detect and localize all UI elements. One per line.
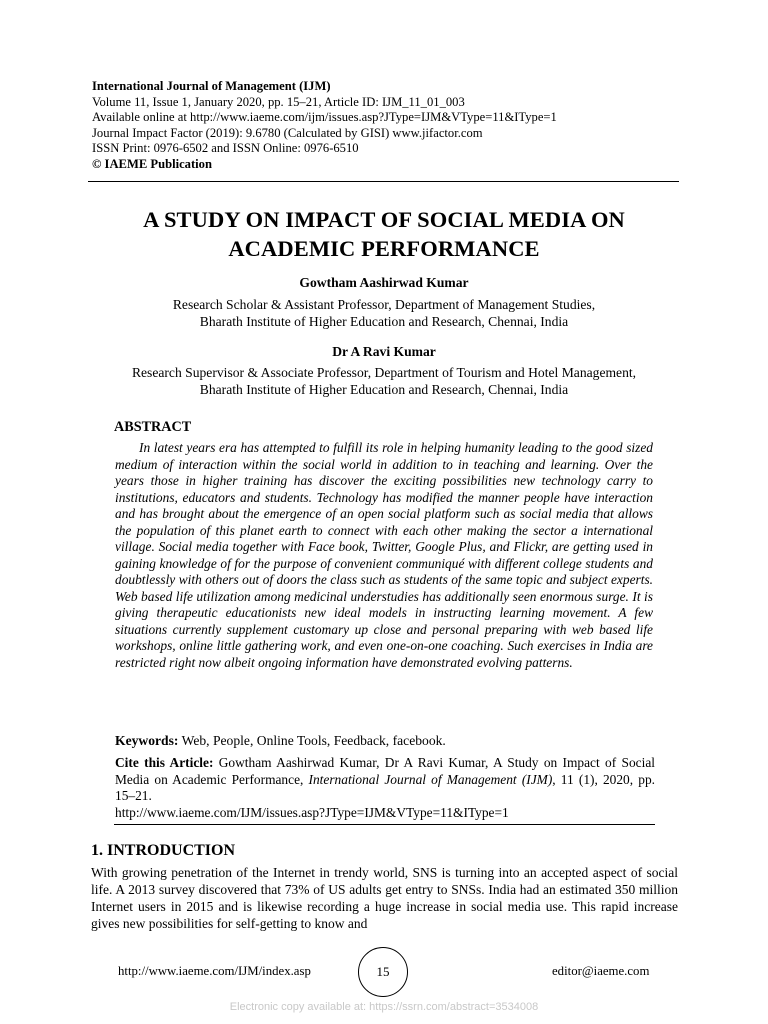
footer-url[interactable]: http://www.iaeme.com/IJM/index.asp [118, 964, 311, 978]
author-2-affiliation [60, 364, 708, 398]
citation-divider [114, 824, 655, 825]
page-number [358, 947, 408, 997]
cite-text-end: , 11 (1), 2020, pp. 15–21. [115, 771, 656, 803]
title-line-2: ACADEMIC PERFORMANCE [228, 236, 540, 261]
volume-info: Volume 11, Issue 1, January 2020, pp. 15–21, Article ID: IJM_11_01_003 [92, 94, 465, 109]
cite-label: Cite this Article: [115, 755, 214, 770]
author-2-name: Dr A Ravi Kumar [332, 344, 436, 359]
issn-info: ISSN Print: 0976-6502 and ISSN Online: 0976-6510 [92, 141, 359, 156]
impact-factor: Journal Impact Factor (2019): 9.6780 (Calculated by GISI) www.jifactor.com [92, 125, 483, 140]
author-1-name: Gowtham Aashirwad Kumar [299, 275, 469, 290]
journal-name: International Journal of Management (IJM) [92, 79, 331, 93]
citation-block [115, 755, 655, 821]
cite-journal: International Journal of Management (IJM) [308, 771, 553, 787]
paper-title [60, 205, 708, 263]
header-divider [88, 181, 679, 182]
abstract-heading: ABSTRACT [114, 419, 192, 435]
abstract-text: In latest years era has attempted to fulfill its role in helping humanity leading to the good sized medium of interaction within the social world in addition to in teaching and learning. Over the years those in higher training has discover the exciting possibilities new technology carry to institutions, educators and students. Technology has modified the manner people have interaction and has brought about the emergence of an open social platform such as social media that allows the population of this planet earth to connect with each other making the sector a international village. Social media together with Face book, Twitter, Google Plus, and Flickr, are getting used in gaining knowledge of for the purpose of convenient communiqué with different college students and doubtlessly with others out of doors the class such as students of the same topic and subject experts. Web based life utilization among medicinal understudies has additionally seen enormous surge. It is giving therapeutic educationists new ideal models in instructing learning movement. A few situations currently supplement customary up close and personal preparing with web based life workshops, online little gathering work, and even one-on-one coaching. Such exercises in India are restricted right now albeit ongoing information have demonstrated evolving patterns. [115, 440, 653, 670]
author-1-affiliation [60, 296, 708, 330]
affiliation-line: Bharath Institute of Higher Education and Research, Chennai, India [199, 382, 569, 397]
ssrn-notice: Electronic copy available at: https://ssrn.com/abstract=3534008 [229, 1001, 539, 1013]
affiliation-line: Research Scholar & Assistant Professor, Department of Management Studies, [172, 297, 596, 312]
available-online: Available online at http://www.iaeme.com/ijm/issues.asp?JType=IJM&VType=11&IType=1 [92, 110, 557, 125]
affiliation-line: Bharath Institute of Higher Education and Research, Chennai, India [199, 314, 569, 329]
page-number-text: 15 [376, 964, 390, 979]
title-line-1: A STUDY ON IMPACT OF SOCIAL MEDIA ON [143, 207, 625, 232]
introduction-heading: 1. INTRODUCTION [91, 842, 236, 859]
footer-email[interactable]: editor@iaeme.com [552, 964, 650, 978]
introduction-text: With growing penetration of the Internet in trendy world, SNS is turning into an accepted aspect of social life. A 2013 survey discovered that 73% of US adults get entry to SNSs. India had an estimated 350 million Internet users in 2015 and is likewise recording a huge increase in social media use. This rapid increase gives new possibilities for self-getting to know and [91, 865, 678, 931]
keywords [115, 733, 655, 749]
keywords-text: Web, People, Online Tools, Feedback, facebook. [178, 733, 446, 748]
cite-url[interactable]: http://www.iaeme.com/IJM/issues.asp?JType=IJM&VType=11&IType=1 [115, 804, 509, 820]
publisher: © IAEME Publication [92, 156, 212, 171]
keywords-label: Keywords: [115, 733, 179, 748]
journal-header [92, 79, 682, 173]
affiliation-line: Research Supervisor & Associate Professor, Department of Tourism and Hotel Management, [131, 365, 637, 380]
cite-text: Gowtham Aashirwad Kumar, Dr A Ravi Kumar, A Study on Impact of Social Media on Academic Performance, [115, 755, 656, 787]
